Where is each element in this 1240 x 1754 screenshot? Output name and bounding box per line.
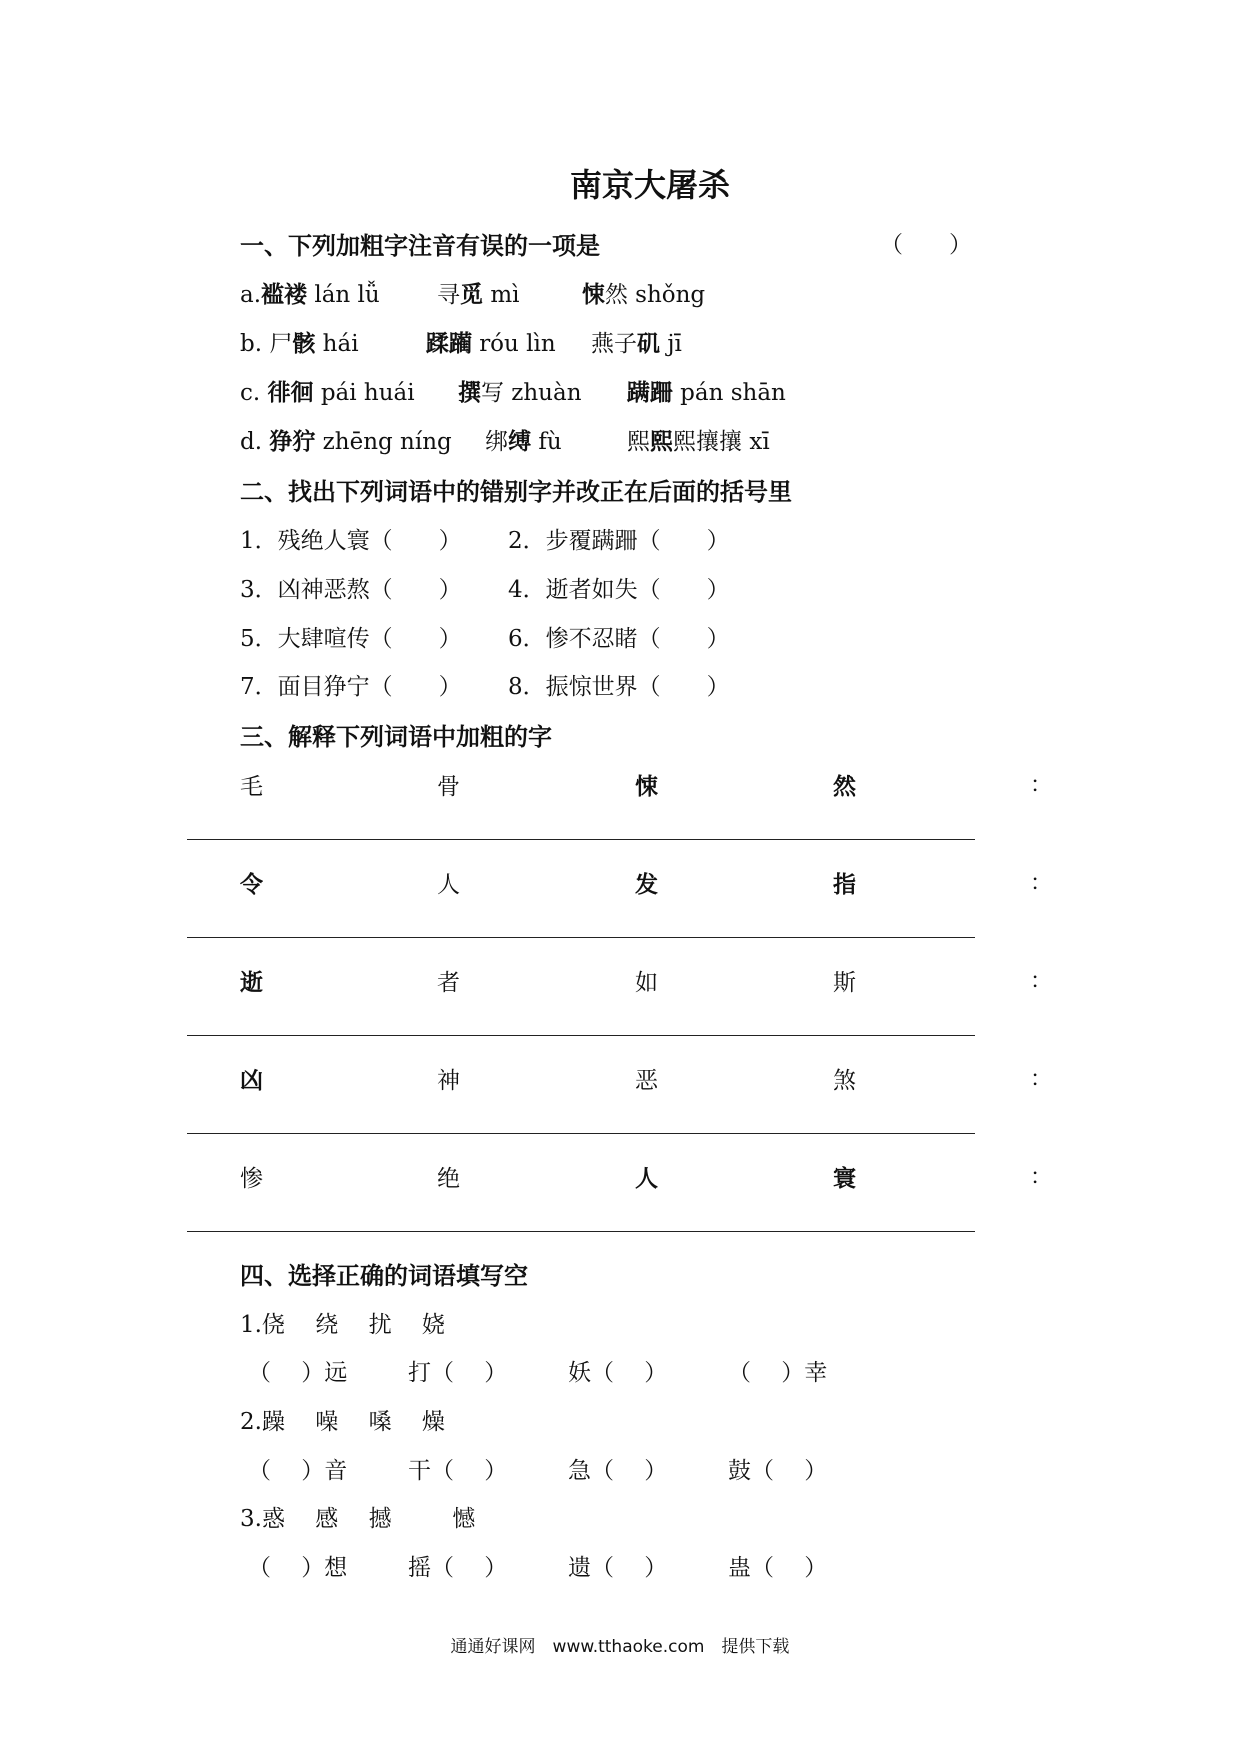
answer-line[interactable] [187,1035,975,1036]
fill-blank: 遗（ ） [568,1555,668,1581]
fill-blank: 鼓（ ） [728,1458,828,1484]
choice-set: 1.侥 绕 扰 娆 [240,1312,445,1338]
fill-blank: 干（ ） [408,1458,508,1484]
footer-text: 通通好课网 www.tthaoke.com 提供下载 [450,1637,790,1657]
answer-line[interactable] [187,1133,975,1134]
list-item: 2．步覆蹒跚（ ） [508,528,730,554]
section2-heading: 二、找出下列词语中的错别字并改正在后面的括号里 [240,478,792,506]
fill-blank: 急（ ） [568,1458,668,1484]
term-char: 者 [437,970,460,996]
section1-heading: 一、下列加粗字注音有误的一项是 [240,232,600,260]
list-item: 1．残绝人寰（ ） [240,528,462,554]
term-char: 惨 [240,1166,263,1192]
term-char: 人 [635,1165,658,1192]
section1-answer-paren: （ ） [880,232,972,258]
section4-heading: 四、选择正确的词语填写空 [240,1262,528,1290]
term-char: 煞 [833,1068,856,1094]
option-b: b. 尸骸 hái 蹂躏 róu lìn 燕子矶 jī [240,330,682,357]
term-char: 斯 [833,970,856,996]
term-char: 毛 [240,774,263,800]
definition-colon: ： [1030,969,1053,994]
choice-set: 3.惑 感 撼 憾 [240,1506,476,1532]
term-char: 令 [240,871,263,898]
definition-colon: ： [1030,1067,1053,1092]
option-d: d. 狰狞 zhēng níng 绑缚 fù 熙熙熙攘攘 xī [240,428,770,455]
answer-line[interactable] [187,1231,975,1232]
answer-line[interactable] [187,839,975,840]
option-a: a.褴褛 lán lǚ 寻觅 mì 悚然 shǒng [240,281,706,308]
term-char: 人 [437,872,460,898]
list-item: 4．逝者如失（ ） [508,577,730,603]
answer-line[interactable] [187,937,975,938]
list-item: 6．惨不忍睹（ ） [508,626,730,652]
term-char: 指 [833,871,856,898]
definition-colon: ： [1030,871,1053,896]
list-item: 3．凶神恶熬（ ） [240,577,462,603]
section3-heading: 三、解释下列词语中加粗的字 [240,723,552,751]
option-label: a. [240,282,262,308]
term-char: 骨 [437,774,460,800]
fill-blank: 蛊（ ） [728,1555,828,1581]
fill-blank: （ ）音 [248,1458,348,1484]
term-char: 发 [635,871,658,898]
fill-blank: （ ）幸 [728,1360,828,1386]
term-char: 悚 [635,773,658,800]
term-char: 寰 [833,1165,856,1192]
option-label: d. [240,429,263,455]
term-char: 如 [635,970,658,996]
option-c: c. 徘徊 pái huái 撰写 zhuàn 蹒跚 pán shān [240,379,786,406]
fill-blank: （ ）想 [248,1555,348,1581]
term-char: 恶 [635,1068,658,1094]
fill-blank: （ ）远 [248,1360,348,1386]
choice-set: 2.躁 噪 嗓 燥 [240,1409,445,1435]
term-char: 逝 [240,969,263,996]
list-item: 7．面目狰宁（ ） [240,674,462,700]
option-label: c. [240,380,261,406]
definition-colon: ： [1030,773,1053,798]
page-title: 南京大屠杀 [569,166,730,204]
list-item: 8．振惊世界（ ） [508,674,730,700]
fill-blank: 打（ ） [408,1360,508,1386]
term-char: 凶 [240,1067,263,1094]
list-item: 5．大肆喧传（ ） [240,626,462,652]
term-char: 神 [437,1068,460,1094]
fill-blank: 摇（ ） [408,1555,508,1581]
term-char: 然 [833,773,856,800]
option-label: b. [240,331,263,357]
term-char: 绝 [437,1166,460,1192]
fill-blank: 妖（ ） [568,1360,668,1386]
definition-colon: ： [1030,1165,1053,1190]
